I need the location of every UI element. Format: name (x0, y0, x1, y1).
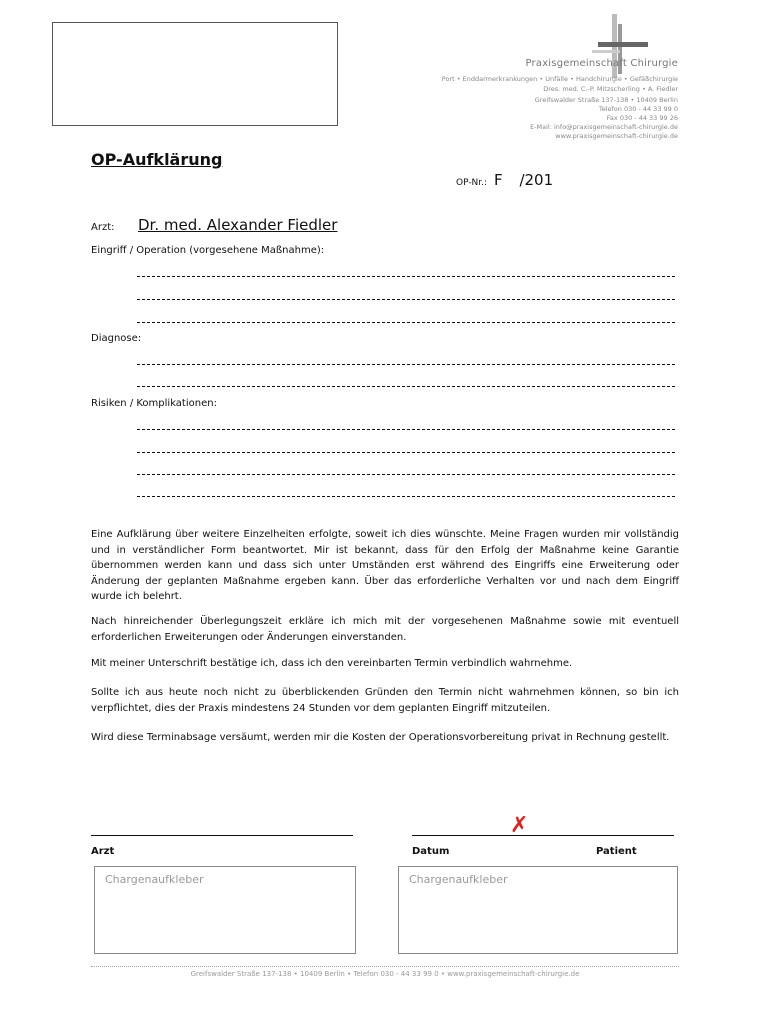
arzt-signature-line[interactable] (91, 835, 353, 836)
brand-name: Praxisgemeinschaft Chirurgie (525, 58, 678, 69)
op-number-year: /201 (519, 171, 554, 189)
arzt-signature-label: Arzt (91, 846, 115, 857)
consent-paragraph: Mit meiner Unterschrift bestätige ich, dass ich den vereinbarten Termin verbindlich wahrnehme. (91, 658, 573, 669)
address-window-box (52, 22, 338, 126)
footer-address: Greifswalder Straße 137-138 • 10409 Berlin • Telefon 030 - 44 33 99 0 • www.praxisgemeinschaft-chirurgie.de (190, 970, 580, 978)
datum-label: Datum (412, 846, 450, 857)
eingriff-line-2[interactable] (137, 299, 675, 300)
arzt-name: Dr. med. Alexander Fiedler (138, 216, 338, 234)
patient-signature-line[interactable] (412, 835, 674, 836)
risiken-line-3[interactable] (137, 474, 675, 475)
page-title: OP-Aufklärung (91, 150, 223, 169)
patient-signature-label: Patient (596, 846, 637, 857)
diagnose-line-2[interactable] (137, 386, 675, 387)
phone: Telefon 030 - 44 33 99 0 (598, 105, 678, 113)
arzt-label: Arzt: (91, 222, 115, 233)
diagnose-line-1[interactable] (137, 364, 675, 365)
risiken-label: Risiken / Komplikationen: (91, 398, 217, 409)
eingriff-line-3[interactable] (137, 322, 675, 323)
sign-here-mark: ✗ (510, 813, 529, 838)
doctors: Dres. med. C.-P. Mitzscherling • A. Fiedler (543, 85, 678, 93)
consent-paragraph: Wird diese Terminabsage versäumt, werden mir die Kosten der Operationsvorbereitung privat in Rechnung gestellt. (91, 732, 670, 743)
website: www.praxisgemeinschaft-chirurgie.de (555, 132, 678, 140)
diagnose-label: Diagnose: (91, 333, 142, 344)
batch-sticker-left: Chargenaufkleber (94, 866, 356, 954)
email: E-Mail: info@praxisgemeinschaft-chirurgie.de (530, 123, 678, 131)
risiken-line-2[interactable] (137, 452, 675, 453)
eingriff-label: Eingriff / Operation (vorgesehene Maßnahme): (91, 245, 325, 256)
address: Greifswalder Straße 137-138 • 10409 Berlin (534, 96, 678, 104)
batch-sticker-right: Chargenaufkleber (398, 866, 678, 954)
consent-paragraph: Sollte ich aus heute noch nicht zu überblickenden Gründen den Termin nicht wahrnehmen können, so bin ich verpflichtet, dies der Praxis mindestens 24 Stunden vor dem geplanten Eingriff mitzuteilen. (91, 687, 679, 714)
risiken-line-1[interactable] (137, 429, 675, 430)
consent-paragraph: Eine Aufklärung über weitere Einzelheiten erfolgte, soweit ich dies wünschte. Meine Fragen wurden mir vollständig und in verständlicher Form beantwortet. Mir ist bekannt, dass für den Erfolg der Maßnahme keine Garantie übernommen werden kann und dass sich unter Umständen erst während des Eingriffs eine Erweiterung oder Änderung der geplanten Maßnahme ergeben kann. Über das erforderliche Verhalten vor und nach dem Eingriff wurde ich belehrt. (91, 529, 679, 602)
op-number (456, 171, 553, 189)
op-number-label: OP-Nr.: (456, 178, 488, 188)
eingriff-line-1[interactable] (137, 276, 675, 277)
consent-paragraph: Nach hinreichender Überlegungszeit erkläre ich mich mit der vorgesehenen Maßnahme sowie mit eventuell erforderlichen Erweiterungen oder Änderungen einverstanden. (91, 616, 679, 643)
risiken-line-4[interactable] (137, 496, 675, 497)
fax: Fax 030 - 44 33 99 26 (606, 114, 678, 122)
footer-divider (91, 966, 679, 967)
op-number-prefix: F (493, 171, 503, 189)
specialties: Port • Enddarmerkrankungen • Unfälle • Handchirurgie • Gefäßchirurgie (441, 75, 678, 83)
